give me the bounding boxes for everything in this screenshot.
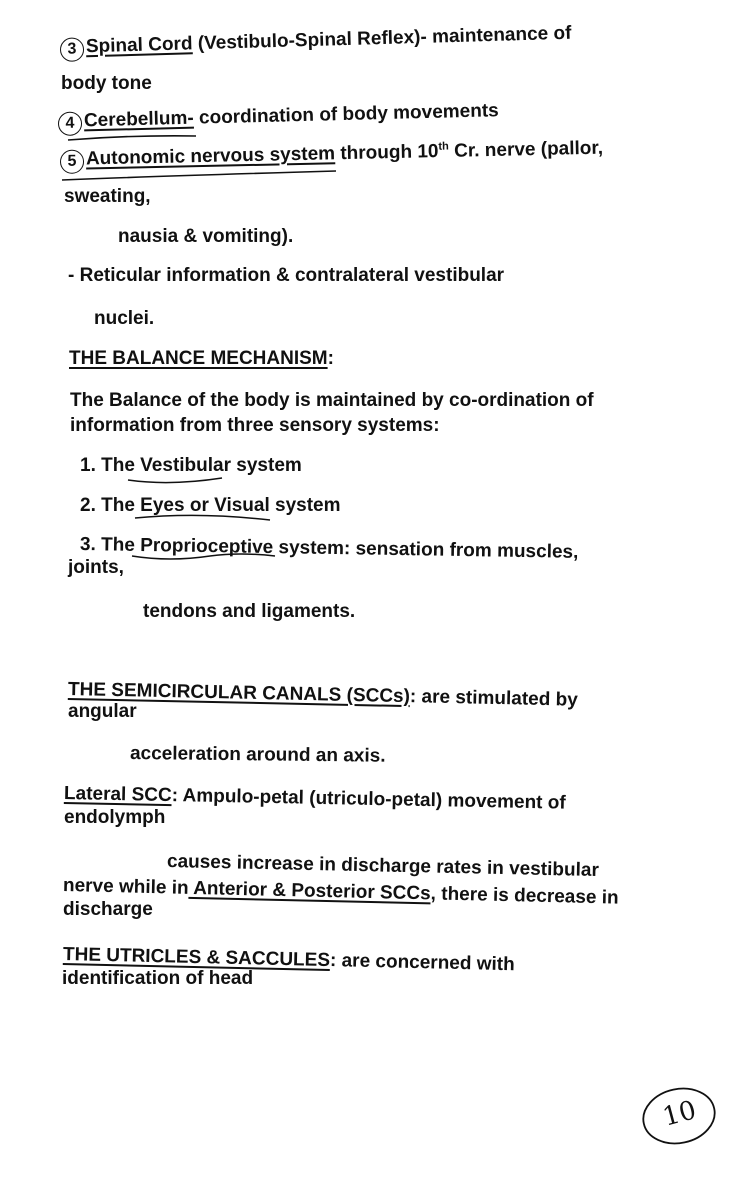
list-item-proprioceptive: 3. The Proprioceptive system: sensation from muscles, [79, 534, 579, 563]
term-cerebellum: Cerebellum- [83, 107, 194, 132]
term-visual: Eyes or Visual [134, 495, 270, 516]
item-continuation: sweating, [64, 186, 151, 207]
list-continuation: tendons and ligaments. [143, 601, 356, 622]
paragraph-anterior-posterior: nerve while in Anterior & Posterior SCCs, there is decrease in [62, 875, 619, 909]
paragraph-line: The Balance of the body is maintained by co-ordination of [70, 390, 594, 411]
paragraph-lateral-scc: Lateral SCC: Ampulo-petal (utriculo-petal) movement of [63, 783, 566, 814]
item-continuation: nausia & vomiting). [118, 226, 294, 247]
section-heading-scc: THE SEMICIRCULAR CANALS (SCCs): are stimulated by [67, 679, 578, 711]
paragraph-line: information from three sensory systems: [70, 415, 440, 436]
paragraph-line: causes increase in discharge rates in vestibular [166, 851, 600, 882]
paragraph-line: endolymph [64, 807, 166, 828]
list-item-cerebellum [58, 99, 499, 136]
paragraph-line: acceleration around an axis. [129, 743, 386, 767]
term-spinal-cord: Spinal Cord [85, 33, 193, 58]
paragraph-line: angular [68, 701, 137, 722]
term-lateral-scc: Lateral SCC [63, 783, 172, 807]
item-text: Cr. nerve (pallor, [448, 137, 604, 162]
term-anterior-posterior: Anterior & Posterior SCCs [188, 877, 431, 905]
reticular-continuation: nuclei. [94, 308, 155, 329]
item-continuation: body tone [61, 73, 152, 94]
section-heading-utricles: THE UTRICLES & SACCULES: are concerned with [62, 944, 515, 976]
reticular-line: - Reticular information & contralateral vestibular [68, 265, 505, 286]
paragraph-line: discharge [63, 899, 153, 920]
list-item-vestibular: 1. The Vestibular system [80, 455, 302, 476]
pen-underline [68, 136, 196, 140]
circled-number: 5 [60, 149, 84, 173]
term-vestibular: Vestibular [134, 455, 232, 476]
page-number: 10 [659, 1095, 700, 1133]
circled-number: 4 [58, 111, 83, 136]
section-heading-balance: THE BALANCE MECHANISM: [69, 348, 334, 369]
list-item-spinal-cord [60, 22, 572, 62]
superscript: th [438, 140, 449, 153]
term-autonomic: Autonomic nervous system [85, 143, 336, 170]
circled-number: 3 [60, 37, 85, 62]
list-item-visual: 2. The Eyes or Visual system [80, 495, 341, 516]
term-proprioceptive: Proprioceptive [134, 534, 274, 559]
list-continuation: joints, [68, 557, 124, 578]
item-text: through 10 [334, 141, 439, 165]
paragraph-line: identification of head [62, 968, 254, 989]
item-text: coordination of body movements [193, 100, 499, 129]
list-item-autonomic [60, 137, 604, 174]
item-text: (Vestibulo-Spinal Reflex)- maintenance of [192, 22, 572, 55]
pen-underline [128, 478, 222, 483]
